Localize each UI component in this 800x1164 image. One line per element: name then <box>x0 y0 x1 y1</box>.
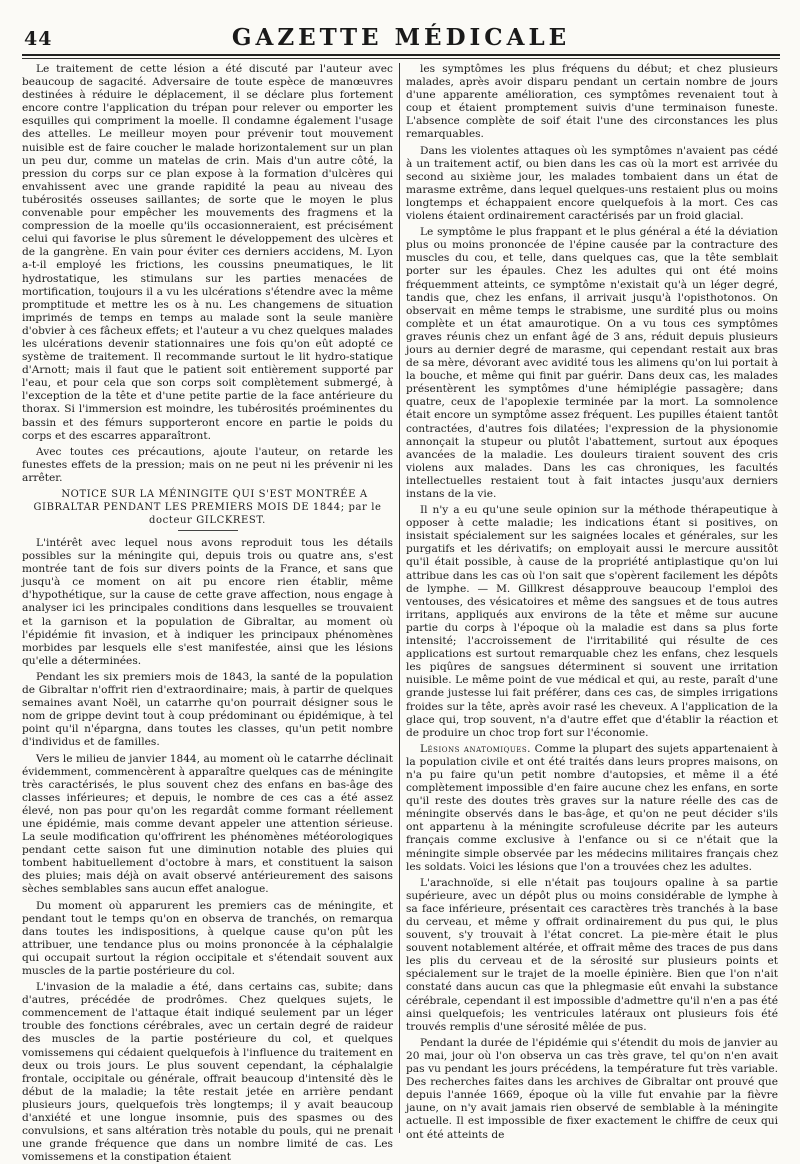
header-rule <box>22 54 780 56</box>
journal-title: GAZETTE MÉDICALE <box>231 24 571 51</box>
paragraph: L'intérêt avec lequel nous avons reproduit tous les détails possibles sur la méningite qui, depuis trois ou quatre ans, s'est montrée tant de fois sur divers points de la France, et sans que jusqu'à ce moment on ait pu encore rien établir, même d'hypothétique, sur la cause de cette grave affection, nous engage à analyser ici les principales conditions dans lesquelles se trouvaient et la garnison et la population de Gibraltar, au moment où l'épidémie fit invasion, et à indiquer les principaux phénomènes morbides par lesquels elle s'est manifestée, ainsi que les lésions qu'elle a déterminées. <box>22 537 393 667</box>
header-rule-thin <box>22 58 780 59</box>
paragraph: Le traitement de cette lésion a été discuté par l'auteur avec beaucoup de sagacité. Adversaire de toute espèce de manœuvres destinées à réduire le déplacement, il se déclare plus fortement encore contre l'application du trépan pour relever ou emporter les esquilles qui compriment la moelle. Il condamne également l'usage des attelles. Le meilleur moyen pour prévenir tout mouvement nuisible est de faire coucher le malade horizontalement sur un plan un peu dur, comme un matelas de crin. Mais d'un autre côté, la pression du corps sur ce plan expose à la formation d'ulcères qui envahissent avec une grande rapidité la peau au niveau des tubérosités osseuses saillantes; de sorte que le moyen le plus convenable pour empêcher les mouvements des fragmens et la compression de la moelle qu'ils occasionneraient, est précisément celui qui favorise le plus sûrement le développement des ulcères et de la gangrène. En vain pour éviter ces derniers accidens, M. Lyon a-t-il employé les frictions, les coussins pneumatiques, le lit hydrostatique, les stimulans sur les parties menacées de mortification, toujours il a vu les ulcérations s'étendre avec la même promptitude et mettre les os à nu. Les changemens de situation imprimés de temps en temps au malade sont la seule manière d'obvier à ces fâcheux effets; et l'auteur a vu chez quelques malades les ulcérations devenir stationnaires une fois qu'on eût adopté ce système de traitement. Il recommande surtout le lit hydro-statique d'Arnott; mais il faut que le patient soit entièrement supporté par l'eau, et pour cela que son corps soit complètement submergé, à l'exception de la tête et d'une petite partie de la face antérieure du thorax. Si l'immersion est moindre, les tubérosités proéminentes du bassin et des fémurs supporteront encore en partie le poids du corps et des escarres apparaîtront. <box>22 63 393 442</box>
paragraph: Il n'y a eu qu'une seule opinion sur la méthode thérapeutique à opposer à cette maladie; les indications étant si positives, on insistait spécialement sur les saignées locales et générales, sur les purgatifs et les dérivatifs; on employait aussi le mercure aussitôt qu'il était possible, à cause de la propriété antiplastique qu'on lui attribue dans les cas où l'on sait que s'opèrent facilement les dépôts de lymphe. — M. Gillkrest désapprouve beaucoup l'emploi des ventouses, des vésicatoires et même des sangsues et de tous autres irritans, appliqués aux environs de la tête et même sur aucune partie du corps à l'époque où la maladie est dans sa plus forte intensité; l'accroissement de l'irritabilité qui résulte de ces applications est surtout remarquable chez les enfans, chez lesquels les piqûres de sangsues déterminent si souvent une irritation nuisible. Le même point de vue médical et qui, au reste, paraît d'une grande justesse lui fait préférer, dans ces cas, de simples irrigations froides sur la tête, après avoir rasé les cheveux. A l'application de la glace qui, trop souvent, n'a d'autre effet que d'établir la réaction et de produire un choc trop fort sur l'économie. <box>406 504 778 739</box>
paragraph: Du moment où apparurent les premiers cas de méningite, et pendant tout le temps qu'on en observa de tranchés, on remarqua dans toutes les indispositions, à quelque cause qu'on pût les attribuer, une tendance plus ou moins prononcée à la céphalalgie qui occupait surtout la région occipitale et s'étendait souvent aux muscles de la partie postérieure du col. <box>22 899 393 977</box>
article-columns <box>22 63 780 1164</box>
paragraph: L'invasion de la maladie a été, dans certains cas, subite; dans d'autres, précédée de prodrômes. Chez quelques sujets, le commencement de l'attaque était indiqué seulement par un léger trouble des fonctions cérébrales, avec un certain degré de raideur des muscles de la partie postérieure du col, et quelques vomissemens qui cédaient quelquefois à l'influence du traitement en deux ou trois jours. Le plus souvent cependant, la céphalalgie frontale, occipitale ou générale, offrait beaucoup d'intensité dès le début de la maladie; la tête restait jetée en arrière pendant plusieurs jours, quelquefois très longtemps; il y avait beaucoup d'anxiété et une longue insomnie, puis des spasmes ou des convulsions, et sans altération très notable du pouls, qui ne prenait une grande fréquence que dans un nombre limité de cas. Les vomissemens et la constipation étaient <box>22 981 393 1164</box>
paragraph: Dans les violentes attaques où les symptômes n'avaient pas cédé à un traitement actif, ou bien dans les cas où la mort est arrivée du second au sixième jour, les malades tombaient dans un état de marasme extrême, dans lequel quelques-uns restaient plus ou moins longtemps et échappaient encore quelquefois à la mort. Ces cas violens étaient ordinairement caractérisés par un froid glacial. <box>406 144 778 223</box>
paragraph: Pendant la durée de l'épidémie qui s'étendit du mois de janvier au 20 mai, jour où l'on observa un cas très grave, tel qu'on n'en avait pas vu pendant les jours précédens, la température fut très variable. Des recherches faites dans les archives de Gibraltar ont prouvé que depuis l'année 1669, époque où la ville fut envahie par la fièvre jaune, on n'y avait jamais rien observé de semblable à la méningite actuelle. Il est impossible de fixer exactement le chiffre de ceux qui ont été atteints de <box>406 1036 778 1141</box>
left-column <box>22 63 400 1164</box>
page-header <box>22 18 780 52</box>
paragraph: Pendant les six premiers mois de 1843, la santé de la population de Gibraltar n'offrit rien d'extraordinaire; mais, à partir de quelques semaines avant Noël, un catarrhe qu'on pourrait désigner sous le nom de grippe devint tout à coup prédominant ou épidémique, à tel point qu'il n'épargna, dans toutes les classes, qu'un petit nombre d'individus et de familles. <box>22 670 393 749</box>
paragraph: Le symptôme le plus frappant et le plus général a été la déviation plus ou moins prononcée de l'épine causée par la contracture des muscles du cou, et telle, dans quelques cas, que la tête semblait porter sur les épaules. Chez les adultes qui ont été moins fréquemment atteints, ce symptôme n'existait qu'à un léger degré, tandis que, chez les enfans, il arrivait jusqu'à l'opisthotonos. On observait en même temps le strabisme, une surdité plus ou moins complète et un état amaurotique. On a vu tous ces symptômes graves réunis chez un enfant âgé de 3 ans, réduit depuis plusieurs jours au dernier degré de marasme, qui cependant restait aux bras de sa mère, dévorant avec avidité tous les alimens qu'on lui portait à la bouche, et même qui finit par guérir. Dans deux cas, les malades présentèrent les symptômes d'une hémiplégie passagère; dans quatre, ceux de l'apoplexie terminée par la mort. La somnolence était encore un symptôme assez fréquent. Les pupilles étaient tantôt contractées, d'autres fois dilatées; l'expression de la physionomie annonçait la stupeur ou plutôt l'abattement, surtout aux époques avancées de la maladie. Les douleurs tiraient souvent des cris violens aux malades. Dans les cas chroniques, les facultés intellectuelles restaient tout à fait intactes jusqu'aux derniers instans de la vie. <box>406 226 778 500</box>
notice-divider <box>178 530 238 531</box>
right-column <box>400 63 778 1141</box>
paragraph-text: Comme la plupart des sujets appartenaient à la population civile et ont été traités dans leurs propres maisons, on n'a pu faire qu'un petit nombre d'autopsies, et même il a été complètement impossible d'en faire aucune chez les enfans, en sorte qu'il reste des doutes très graves sur la nature réelle des cas de méningite observés dans le bas-âge, et qu'on ne peut décider s'ils ont appartenu à la méningite scrofuleuse décrite par les auteurs français comme exclusive à l'enfance ou si ce n'était que la méningite simple observée par les médecins militaires français chez les soldats. Voici les lésions que l'on a trouvées chez les adultes. <box>406 742 778 873</box>
page-number: 44 <box>24 28 53 50</box>
paragraph: les symptômes les plus fréquens du début; et chez plusieurs malades, après avoir disparu pendant un certain nombre de jours d'une apparente amélioration, ces symptômes revenaient tout à coup et étaient promptement suivis d'une terminaison funeste. L'absence complète de soif était l'une des circonstances les plus remarquables. <box>406 63 778 141</box>
paragraph: Vers le milieu de janvier 1844, au moment où le catarrhe déclinait évidemment, commencèrent à apparaître quelques cas de méningite très caractérisés, le plus souvent chez des enfans en bas-âge des classes inférieures; et depuis, le nombre de ces cas a été assez élevé, non pas pour qu'on les regardât comme formant réellement une épidémie, mais comme devant appeler une attention sérieuse. La seule modification qu'offrirent les phénomènes météorologiques pendant cette saison fut une diminution notable des pluies qui tombent habituellement d'octobre à mars, et constituent la saison des pluies; mais déjà on avait observé antérieurement des saisons sèches semblables sans aucun effet analogue. <box>22 752 393 896</box>
paragraph <box>406 743 778 874</box>
paragraph: L'arachnoïde, si elle n'était pas toujours opaline à sa partie supérieure, avec un dépôt plus ou moins considérable de lymphe à sa face inférieure, présentait ces caractères très tranchés à la base du cerveau, et même y offrait ordinairement du pus qui, le plus souvent, s'y trouvait à l'état concret. La pie-mère était le plus souvent notablement altérée, et offrait même des traces de pus dans les plis du cerveau et de la sérosité sur plusieurs points et spécialement sur le trajet de la moelle épinière. Bien que l'on n'ait constaté dans aucun cas que la phlegmasie eût envahi la substance cérébrale, cependant il est impossible d'admettre qu'il n'en a pas été ainsi quelquefois; les ventricules latéraux ont plusieurs fois été trouvés remplis d'une sérosité mêlée de pus. <box>406 876 778 1033</box>
paragraph: Avec toutes ces précautions, ajoute l'auteur, on retarde les funestes effets de la pression; mais on ne peut ni les prévenir ni les arrêter. <box>22 445 393 484</box>
notice-title: NOTICE SUR LA MÉNINGITE QUI S'EST MONTRÉE A GIBRALTAR PENDANT LES PREMIERS MOIS DE 1844; par le docteur GILCKREST. <box>33 489 382 526</box>
section-lead: Lésions anatomiques. <box>420 742 532 755</box>
